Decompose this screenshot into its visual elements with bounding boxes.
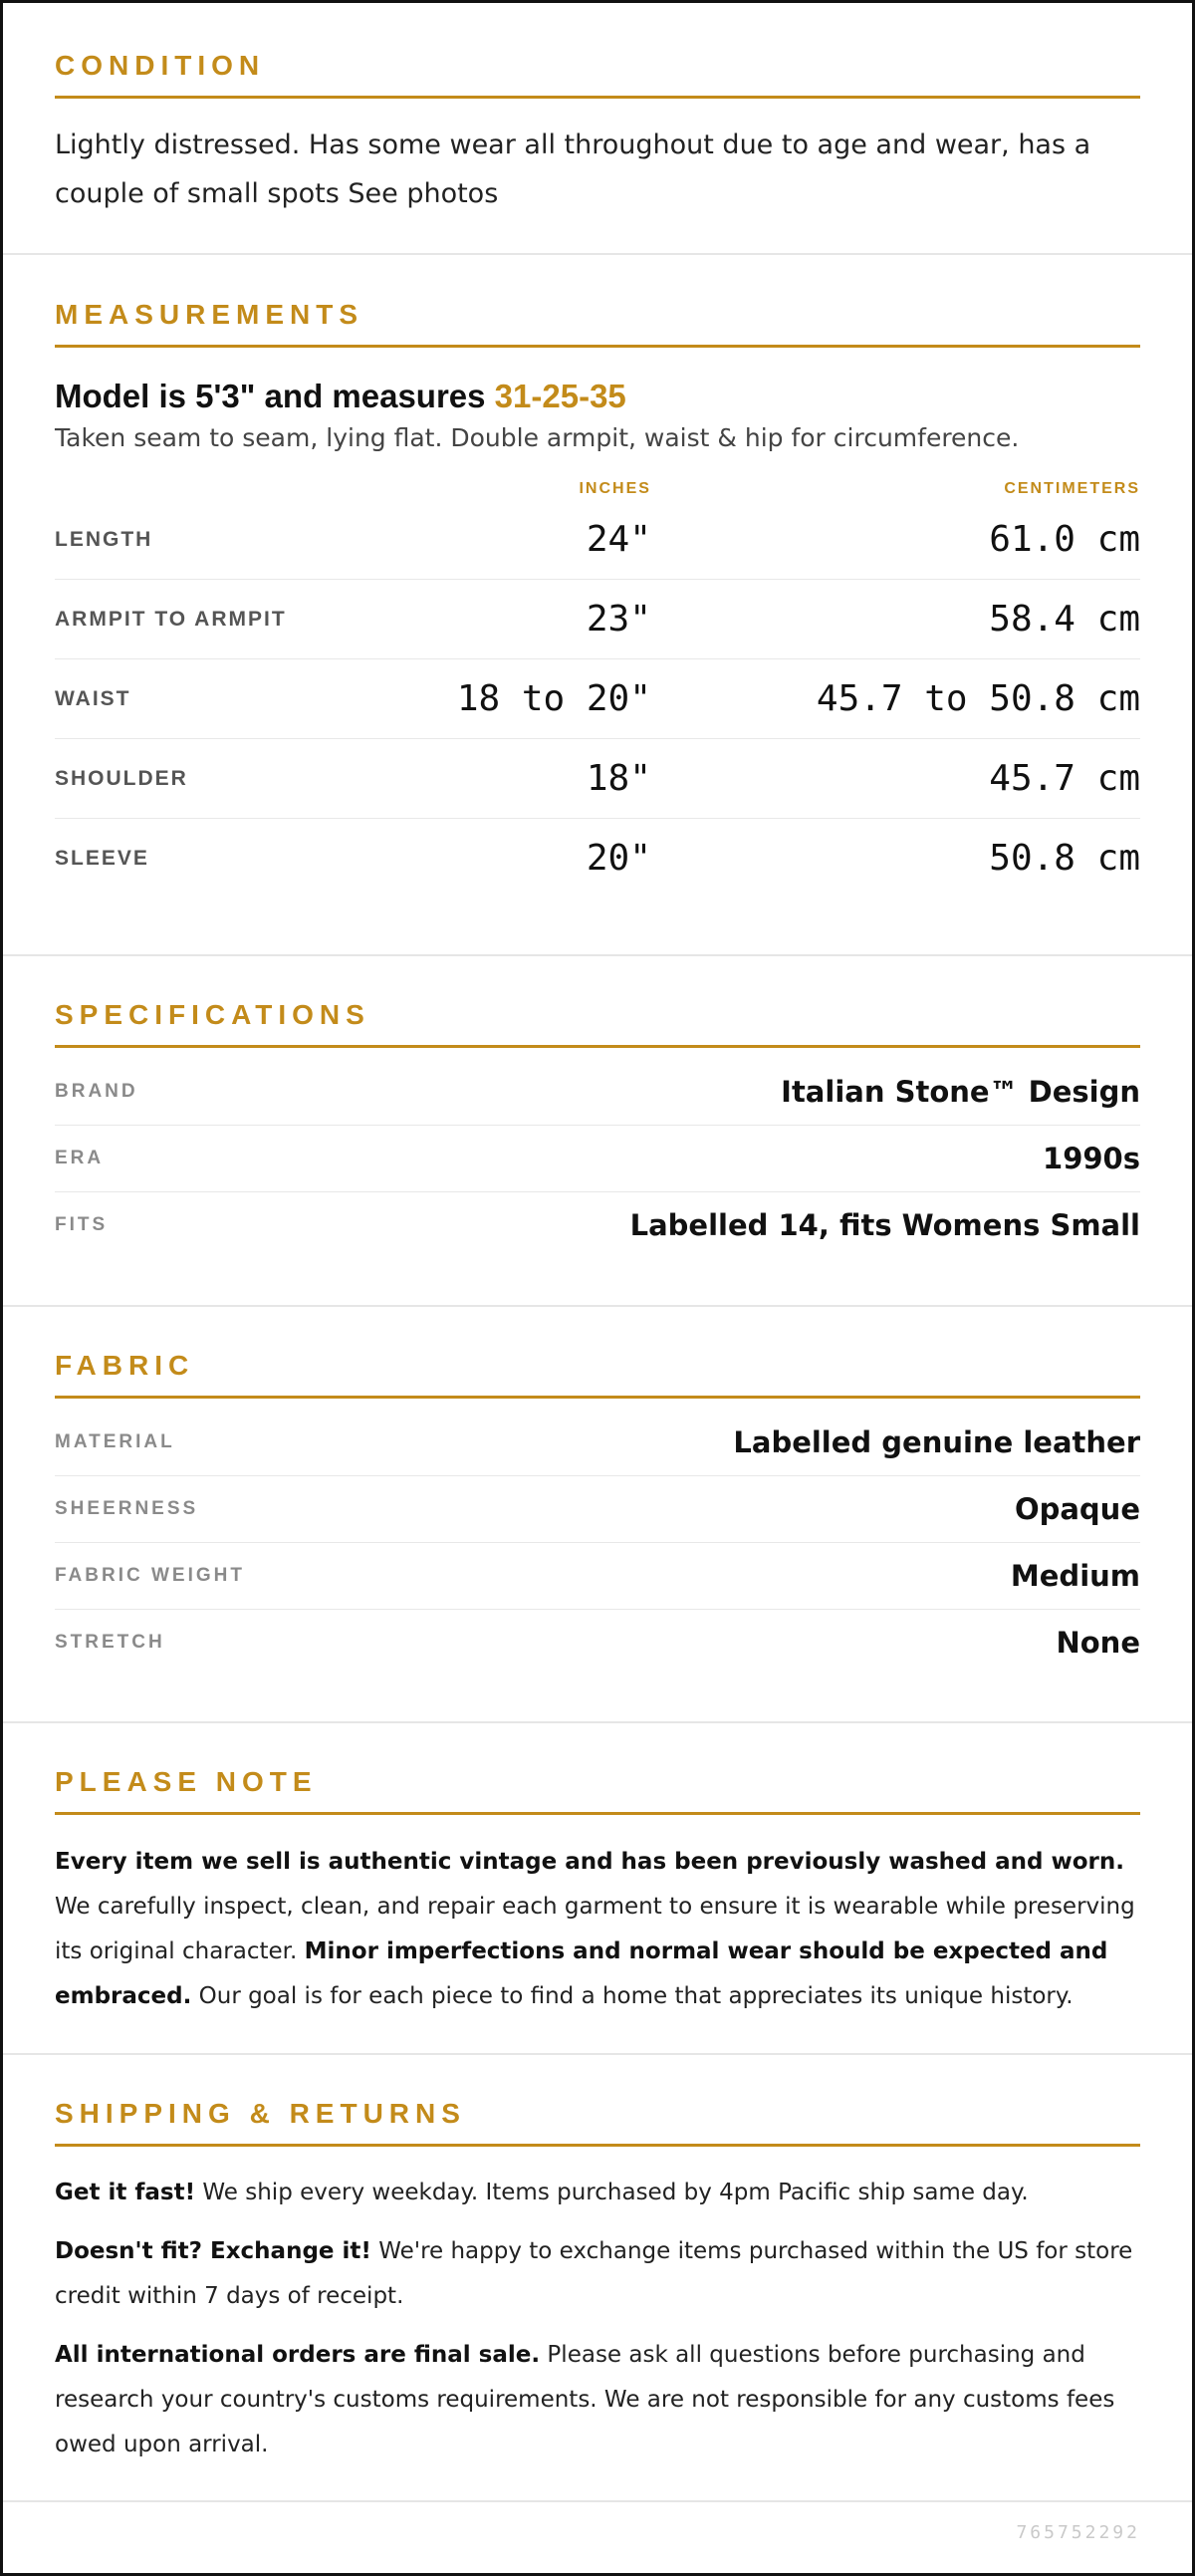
measurement-cm: 58.4 cm bbox=[989, 599, 1140, 640]
fabric-section bbox=[3, 1307, 1192, 1723]
please-note-section bbox=[3, 1723, 1192, 2055]
spec-row-brand bbox=[55, 1059, 1140, 1126]
sku-number: 765752292 bbox=[1016, 2522, 1140, 2543]
note-body: Our goal is for each piece to find a home that appreciates its unique history. bbox=[191, 1983, 1074, 2009]
shipping-heading: SHIPPING & RETURNS bbox=[55, 2098, 1140, 2147]
shipping-returns-section bbox=[3, 2055, 1192, 2502]
measurement-label: SLEEVE bbox=[55, 846, 149, 870]
note-emphasis: Minor imperfections and normal wear should be expected and embraced. bbox=[55, 1938, 1108, 2009]
column-header-centimeters: CENTIMETERS bbox=[1004, 480, 1140, 497]
fabric-label: STRETCH bbox=[55, 1632, 165, 1653]
measurements-table bbox=[55, 500, 1140, 898]
spec-row-era bbox=[55, 1126, 1140, 1192]
fabric-value: None bbox=[1056, 1626, 1140, 1660]
measurement-cm: 45.7 cm bbox=[989, 758, 1140, 799]
spec-value: 1990s bbox=[1043, 1142, 1140, 1175]
spec-label: BRAND bbox=[55, 1081, 138, 1102]
fabric-value: Medium bbox=[1010, 1559, 1140, 1593]
measurement-inches: 24" bbox=[586, 519, 651, 560]
model-text: Model is 5'3" and measures bbox=[55, 378, 495, 414]
specifications-list bbox=[55, 1059, 1140, 1258]
fabric-label: MATERIAL bbox=[55, 1431, 175, 1452]
model-measure-value: 31-25-35 bbox=[494, 378, 626, 414]
measurement-label: WAIST bbox=[55, 686, 131, 710]
condition-section bbox=[3, 3, 1192, 255]
fabric-row-weight bbox=[55, 1543, 1140, 1610]
spec-label: ERA bbox=[55, 1148, 105, 1168]
measurement-row-armpit bbox=[55, 580, 1140, 659]
fabric-value: Opaque bbox=[1014, 1492, 1140, 1526]
spec-value: Italian Stone™ Design bbox=[781, 1075, 1140, 1109]
fabric-row-stretch bbox=[55, 1610, 1140, 1675]
shipping-emphasis: Doesn't fit? Exchange it! bbox=[55, 2238, 371, 2264]
measurement-label: LENGTH bbox=[55, 527, 153, 551]
shipping-body: We ship every weekday. Items purchased by 4pm Pacific ship same day. bbox=[195, 2180, 1029, 2205]
shipping-emphasis: Get it fast! bbox=[55, 2180, 196, 2205]
measurement-inches: 18 to 20" bbox=[456, 678, 651, 719]
fabric-heading: FABRIC bbox=[55, 1350, 1140, 1399]
measurement-inches: 23" bbox=[586, 599, 651, 640]
measurement-method-note: Taken seam to seam, lying flat. Double armpit, waist & hip for circumference. bbox=[55, 423, 1020, 452]
fabric-label: SHEERNESS bbox=[55, 1498, 199, 1519]
note-emphasis: Every item we sell is authentic vintage and has been previously washed and worn. bbox=[55, 1849, 1124, 1875]
please-note-heading: PLEASE NOTE bbox=[55, 1766, 1140, 1815]
shipping-body: We're happy to exchange items purchased within the US for store credit within 7 days of receipt. bbox=[55, 2238, 1133, 2309]
measurement-cm: 45.7 to 50.8 cm bbox=[816, 678, 1140, 719]
measurement-row-length bbox=[55, 500, 1140, 580]
shipping-emphasis: All international orders are final sale. bbox=[55, 2342, 541, 2368]
condition-text: Lightly distressed. Has some wear all throughout due to age and wear, has a couple of small spots See photos bbox=[55, 129, 1091, 209]
measurement-row-waist bbox=[55, 659, 1140, 739]
note-body: We carefully inspect, clean, and repair each garment to ensure it is wearable while preserving its original character. bbox=[55, 1894, 1135, 1964]
column-header-inches: INCHES bbox=[579, 480, 651, 497]
measurement-row-shoulder bbox=[55, 739, 1140, 819]
model-measurements bbox=[55, 378, 1140, 415]
fabric-row-material bbox=[55, 1410, 1140, 1476]
measurements-heading: MEASUREMENTS bbox=[55, 299, 1140, 348]
shipping-body: Please ask all questions before purchasing and research your country's customs requirements. We are not responsible for any customs fees owed upon arrival. bbox=[55, 2342, 1115, 2457]
fabric-row-sheerness bbox=[55, 1476, 1140, 1543]
measurement-row-sleeve bbox=[55, 819, 1140, 898]
shipping-paragraph-exchange bbox=[55, 2229, 1140, 2319]
spec-row-fits bbox=[55, 1192, 1140, 1258]
fabric-label: FABRIC WEIGHT bbox=[55, 1565, 245, 1586]
measurement-cm: 61.0 cm bbox=[989, 519, 1140, 560]
shipping-paragraph-international bbox=[55, 2333, 1140, 2467]
measurements-table-header bbox=[55, 464, 1140, 498]
fabric-value: Labelled genuine leather bbox=[733, 1425, 1140, 1459]
specifications-heading: SPECIFICATIONS bbox=[55, 999, 1140, 1048]
measurement-label: SHOULDER bbox=[55, 766, 188, 790]
measurement-label: ARMPIT TO ARMPIT bbox=[55, 607, 287, 631]
specifications-section bbox=[3, 956, 1192, 1307]
please-note-text bbox=[55, 1840, 1140, 2019]
shipping-paragraph-fast bbox=[55, 2171, 1140, 2215]
measurement-cm: 50.8 cm bbox=[989, 838, 1140, 879]
fabric-list bbox=[55, 1410, 1140, 1675]
spec-value: Labelled 14, fits Womens Small bbox=[629, 1208, 1140, 1242]
measurements-section bbox=[3, 255, 1192, 956]
spec-label: FITS bbox=[55, 1214, 109, 1235]
measurement-inches: 18" bbox=[586, 758, 651, 799]
measurement-inches: 20" bbox=[586, 838, 651, 879]
condition-heading: CONDITION bbox=[55, 50, 1140, 99]
